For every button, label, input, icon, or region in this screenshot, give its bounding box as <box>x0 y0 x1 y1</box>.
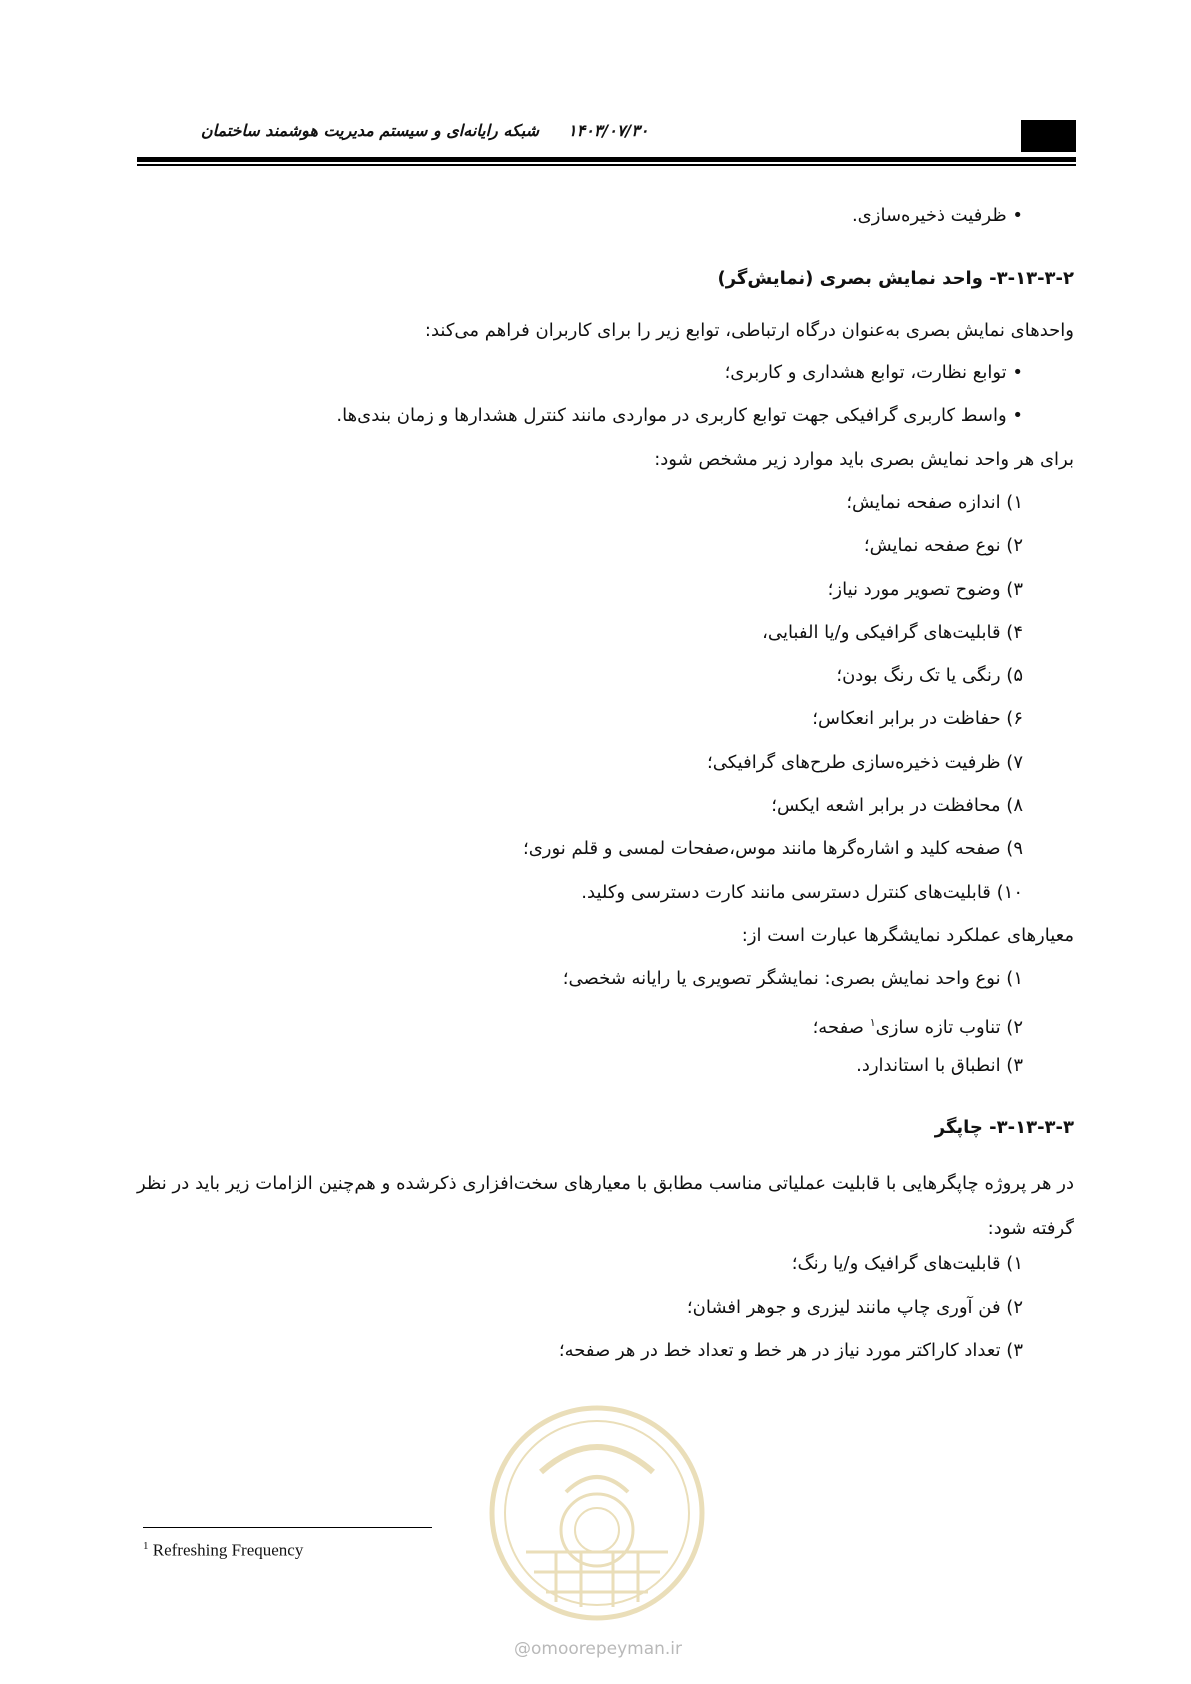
footnote <box>143 1540 303 1561</box>
list-item: ۳) تعداد کاراکتر مورد نیاز در هر خط و تعداد خط در هر صفحه؛ <box>558 1340 1023 1361</box>
list-item: ۸) محافظت در برابر اشعه ایکس؛ <box>771 795 1023 816</box>
watermark-site-text: @omoorepeyman.ir <box>513 1639 683 1659</box>
list-item: ۳) وضوح تصویر مورد نیاز؛ <box>827 579 1023 600</box>
running-header-title: شبکه رایانه‌ای و سیستم مدیریت هوشمند ساختمان <box>200 121 539 140</box>
list-item: ۷) ظرفیت ذخیره‌سازی طرح‌های گرافیکی؛ <box>707 752 1023 773</box>
list-item-with-footnote <box>813 1010 1023 1041</box>
footnote-text: Refreshing Frequency <box>152 1540 304 1560</box>
list-item: ۲) نوع صفحه نمایش؛ <box>863 535 1023 556</box>
page-number-box <box>1021 120 1076 152</box>
list-item-text: ۲) تناوب تازه سازی <box>875 1017 1023 1038</box>
list-item: ۱) نوع واحد نمایش بصری: نمایشگر تصویری یا رایانه شخصی؛ <box>562 968 1023 989</box>
list-item: ۲) فن آوری چاپ مانند لیزری و جوهر افشان؛ <box>686 1297 1023 1318</box>
list-item: ۱) اندازه صفحه نمایش؛ <box>846 492 1023 513</box>
watermark-seal-logo <box>486 1402 708 1624</box>
bullet-item: • توابع نظارت، توابع هشداری و کاربری؛ <box>724 362 1023 383</box>
header-rule-thick <box>137 157 1076 162</box>
section-heading-display-unit: ۳-۱۳-۳-۲- واحد نمایش بصری (نمایش‌گر) <box>717 268 1074 289</box>
list-item: ۹) صفحه کلید و اشاره‌گرها مانند موس،صفحات لمسی و قلم نوری؛ <box>522 838 1023 859</box>
section-heading-printer: ۳-۱۳-۳-۳- چاپگر <box>934 1117 1074 1138</box>
bullet-storage-capacity: • ظرفیت ذخیره‌سازی. <box>851 205 1023 226</box>
footnote-separator <box>143 1527 432 1528</box>
list-item: ۶) حفاظت در برابر انعکاس؛ <box>812 708 1023 729</box>
paragraph-performance-criteria: معیارهای عملکرد نمایشگرها عبارت است از: <box>741 925 1074 946</box>
paragraph-display-functions: واحدهای نمایش بصری به‌عنوان درگاه ارتباطی، توابع زیر را برای کاربران فراهم می‌کند: <box>424 320 1074 341</box>
list-item: ۳) انطباق با استاندارد. <box>856 1055 1023 1076</box>
paragraph-printer-requirements: در هر پروژه چاپگرهایی با قابلیت عملیاتی مناسب مطابق با معیارهای سخت‌افزاری ذکرشده و هم‌چنین الزامات زیر باید در نظر گرفته شود: <box>137 1173 1074 1239</box>
footnote-reference: ۱ <box>869 1016 876 1029</box>
running-header-date: ۱۴۰۳/۰۷/۳۰ <box>568 121 649 140</box>
list-item: ۱) قابلیت‌های گرافیک و/یا رنگ؛ <box>791 1253 1023 1274</box>
list-item: ۵) رنگی یا تک رنگ بودن؛ <box>836 665 1023 686</box>
list-item: ۱۰) قابلیت‌های کنترل دسترسی مانند کارت دسترسی وکلید. <box>581 882 1023 903</box>
bullet-item: • واسط کاربری گرافیکی جهت توابع کاربری در مواردی مانند کنترل هشدارها و زمان بندی‌ها. <box>336 405 1023 426</box>
paragraph-display-requirements: برای هر واحد نمایش بصری باید موارد زیر مشخص شود: <box>654 449 1074 470</box>
footnote-number: 1 <box>143 1540 149 1552</box>
list-item: ۴) قابلیت‌های گرافیکی و/یا الفبایی، <box>762 622 1023 643</box>
header-rule-thin <box>137 164 1076 166</box>
list-item-text: صفحه؛ <box>812 1017 870 1038</box>
